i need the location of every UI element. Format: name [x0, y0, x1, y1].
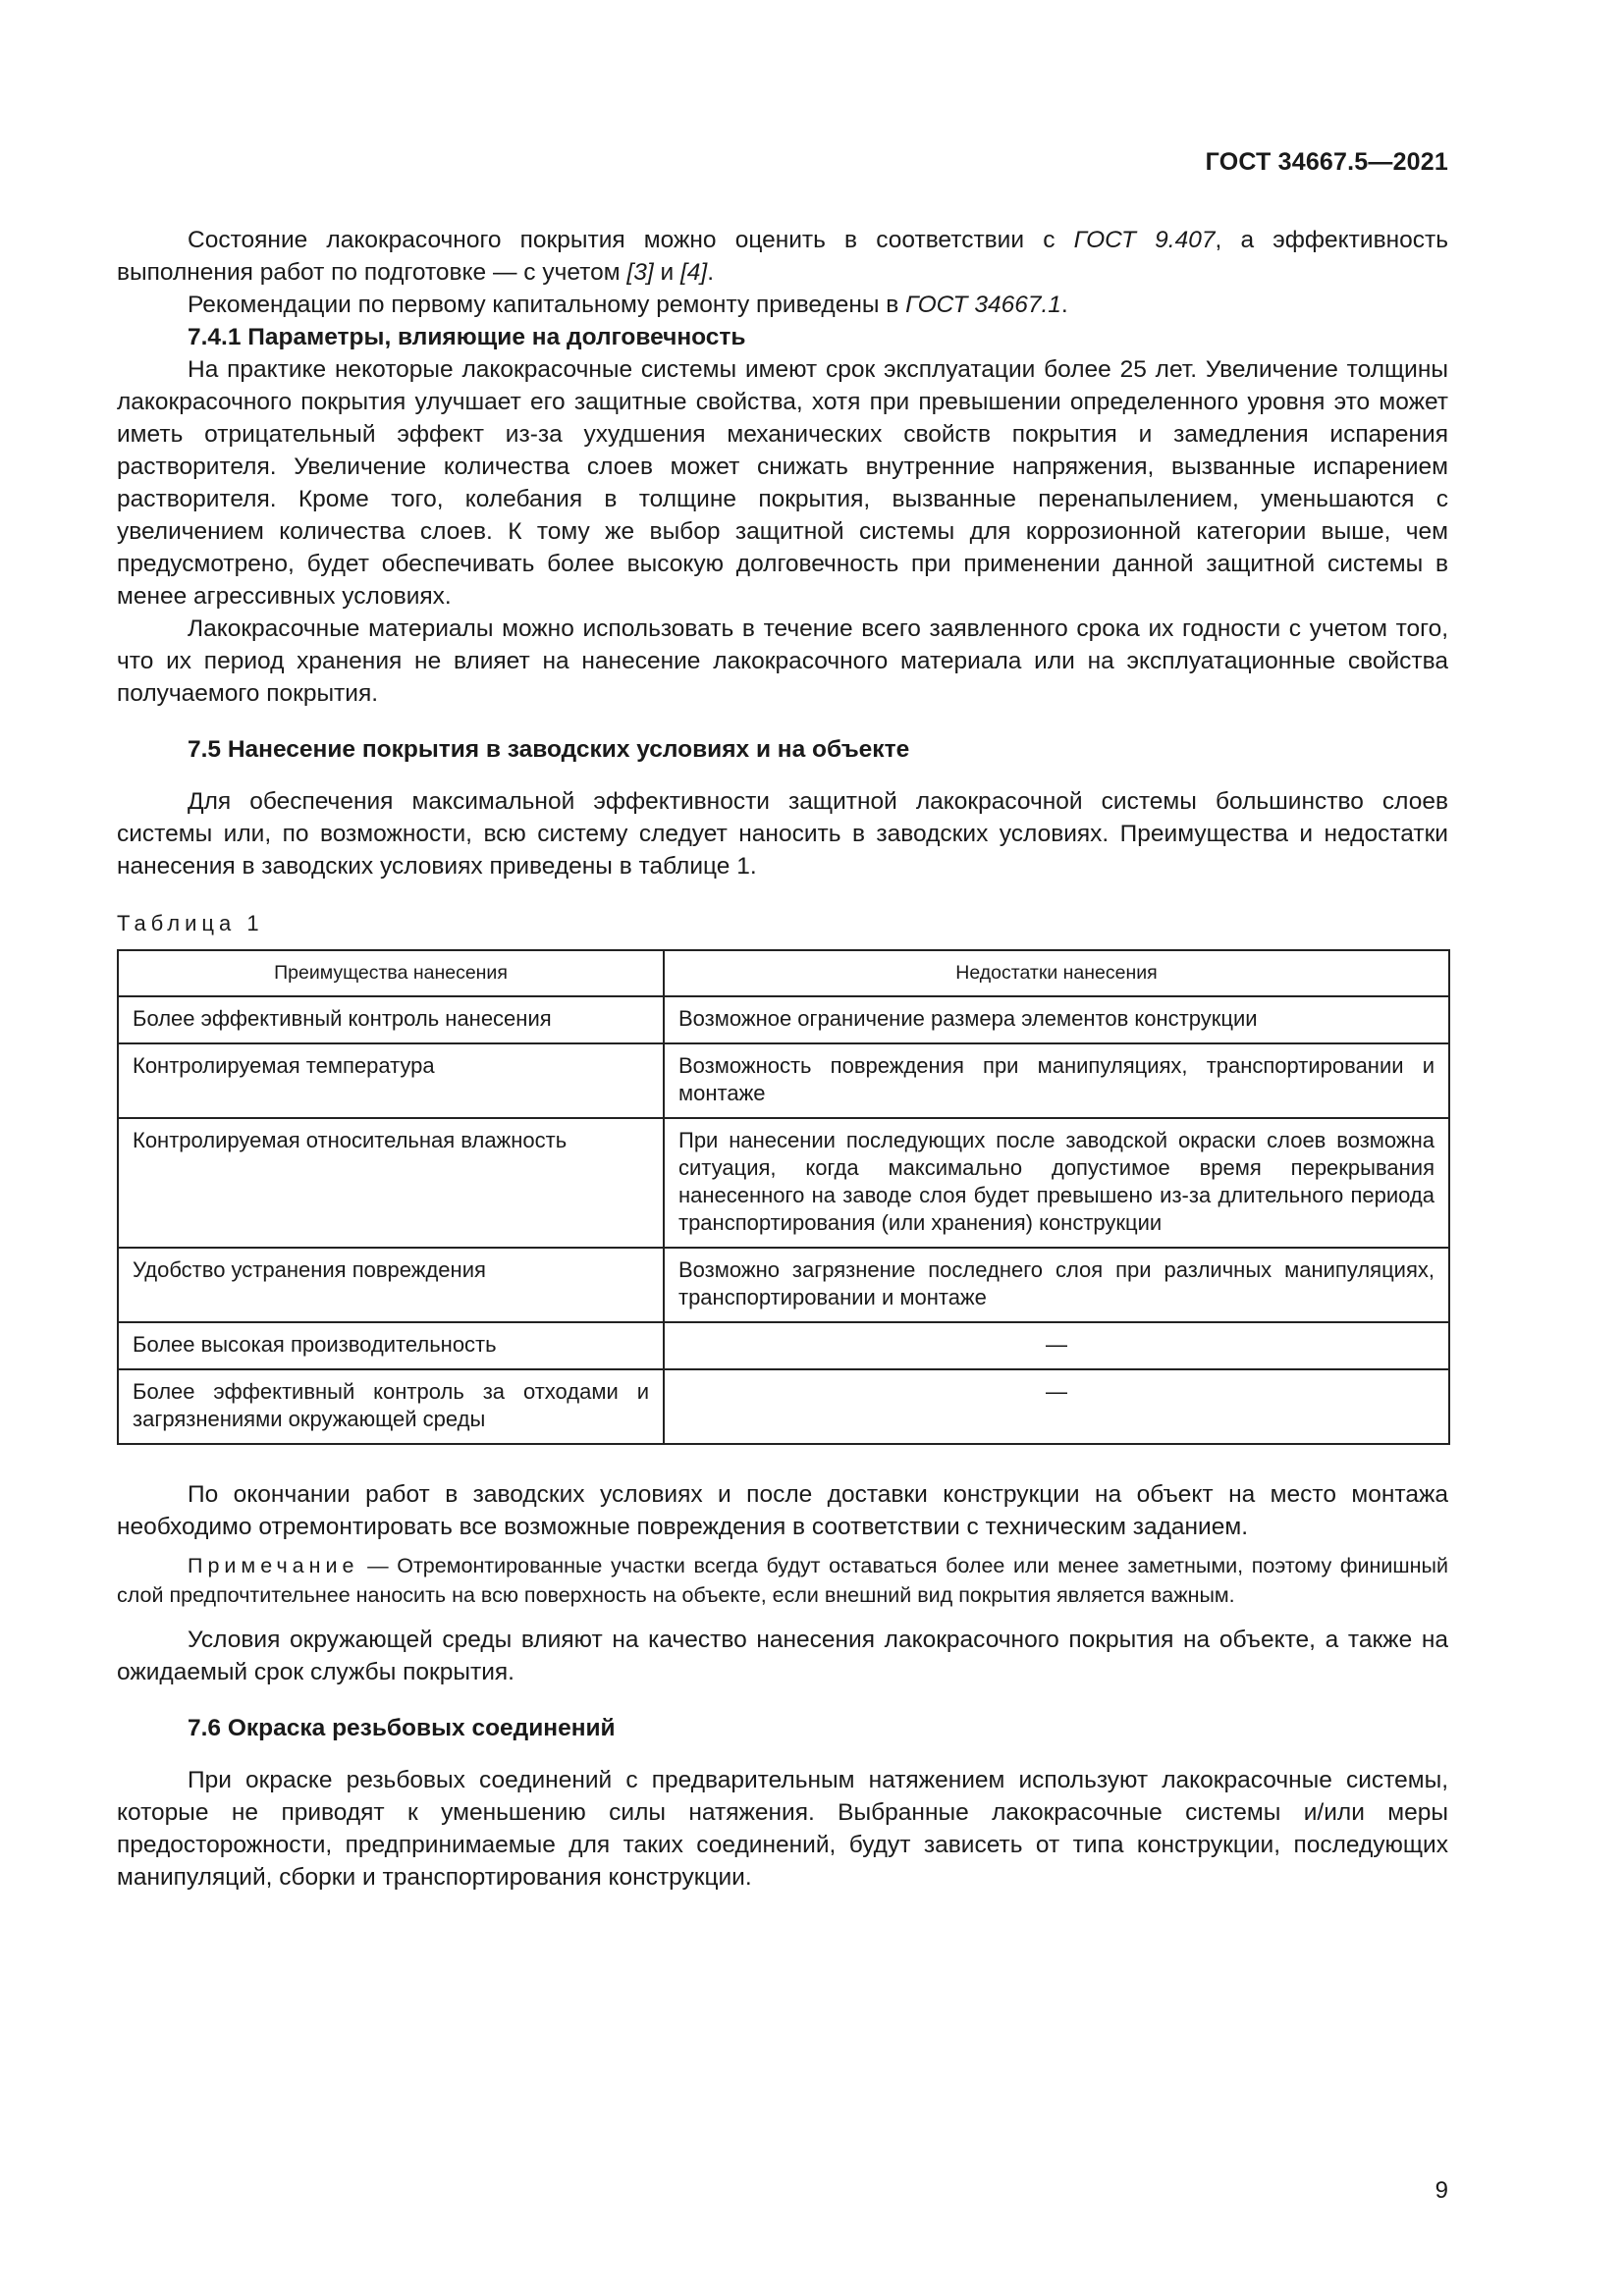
- table-cell: —: [664, 1369, 1449, 1444]
- paragraph-7-4-1-1: На практике некоторые лакокрасочные системы имеют срок эксплуатации более 25 лет. Увеличение толщины лакокрасочного покрытия улучшает его защитные свойства, хотя при превышении определенного уровня это может иметь отрицательный эффект из-за ухудшения механических свойств покрытия и замедления испарения растворителя. Увеличение количества слоев может снижать внутренние напряжения, вызванные испарением растворителя. Кроме того, колебания в толщине покрытия, вызванные перенапылением, уменьшаются с увеличением количества слоев. К тому же выбор защитной системы для коррозионной категории выше, чем предусмотрено, будет обеспечивать более высокую долговечность при применении данной защитной системы в менее агрессивных условиях.: [117, 356, 1448, 610]
- reference-4: [4]: [679, 259, 708, 286]
- table-cell: Более высокая производительность: [118, 1322, 664, 1369]
- paragraph-7-6-1: При окраске резьбовых соединений с предварительным натяжением используют лакокрасочные системы, которые не приводят к уменьшению силы натяжения. Выбранные лакокрасочные системы и/или меры предосторожности, предпринимаемые для таких соединений, будут зависеть от типа конструкции, последующих манипуляций, сборки и транспортирования конструкции.: [117, 1767, 1448, 1891]
- table-header-disadvantages: Недостатки нанесения: [664, 950, 1449, 996]
- section-heading-7-5: 7.5 Нанесение покрытия в заводских условиях и на объекте: [188, 736, 910, 763]
- reference-gost-9-407: ГОСТ 9.407: [1073, 227, 1216, 253]
- table-row: [118, 996, 1449, 1043]
- table-cell: Возможность повреждения при манипуляциях, транспортировании и монтаже: [664, 1043, 1449, 1118]
- reference-gost-34667-1: ГОСТ 34667.1: [905, 292, 1061, 318]
- table-cell: Возможное ограничение размера элементов конструкции: [664, 996, 1449, 1043]
- table-caption: Таблица 1: [117, 911, 264, 935]
- document-body: [117, 224, 1448, 1894]
- table-cell: При нанесении последующих после заводской окраски слоев возможна ситуация, когда максимально допустимое время перекрывания нанесенного на заводе слоя будет превышено из-за длительного периода транспортирования (или хранения) конструкции: [664, 1118, 1449, 1248]
- table-cell: Контролируемая температура: [118, 1043, 664, 1118]
- intro-paragraph-1: [117, 224, 1448, 289]
- table-cell: Более эффективный контроль за отходами и загрязнениями окружающей среды: [118, 1369, 664, 1444]
- table-cell: —: [664, 1322, 1449, 1369]
- table-header-advantages: Преимущества нанесения: [118, 950, 664, 996]
- table-1: [117, 949, 1450, 1445]
- subsection-heading-7-4-1: 7.4.1 Параметры, влияющие на долговечность: [188, 324, 746, 350]
- document-page: [117, 0, 1448, 2296]
- note-text: — Отремонтированные участки всегда будут оставаться более или менее заметными, поэтому финишный слой предпочтительнее наносить на всю поверхность на объекте, если внешний вид покрытия является важным.: [117, 1554, 1448, 1607]
- document-header: ГОСТ 34667.5—2021: [1205, 148, 1448, 176]
- text-span: Состояние лакокрасочного покрытия можно оценить в соответствии с: [188, 227, 1074, 253]
- text-span: и: [653, 259, 680, 286]
- table-row: [118, 1118, 1449, 1248]
- table-row: [118, 1369, 1449, 1444]
- table-cell: Удобство устранения повреждения: [118, 1248, 664, 1322]
- text-span: .: [707, 259, 715, 286]
- intro-paragraph-2: [117, 289, 1448, 321]
- paragraph-7-4-1-2: Лакокрасочные материалы можно использовать в течение всего заявленного срока их годности с учетом того, что их период хранения не влияет на нанесение лакокрасочного материала или на эксплуатационные свойства получаемого покрытия.: [117, 615, 1448, 707]
- reference-3: [3]: [626, 259, 654, 286]
- text-span: .: [1060, 292, 1068, 318]
- table-cell: Возможно загрязнение последнего слоя при различных манипуляциях, транспортировании и монтаже: [664, 1248, 1449, 1322]
- note: [117, 1551, 1448, 1610]
- table-cell: Более эффективный контроль нанесения: [118, 996, 664, 1043]
- table-header-row: [118, 950, 1449, 996]
- table-cell: Контролируемая относительная влажность: [118, 1118, 664, 1248]
- section-heading-7-6: 7.6 Окраска резьбовых соединений: [188, 1715, 616, 1741]
- paragraph-7-5-1: Для обеспечения максимальной эффективности защитной лакокрасочной системы большинство слоев системы или, по возможности, всю систему следует наносить в заводских условиях. Преимущества и недостатки нанесения в заводских условиях приведены в таблице 1.: [117, 788, 1448, 880]
- text-span: , а эффективность выполнения работ по подготовке — с учетом: [117, 227, 1448, 286]
- text-span: Рекомендации по первому капитальному ремонту приведены в: [188, 292, 906, 318]
- table-row: [118, 1322, 1449, 1369]
- paragraph-7-5-3: Условия окружающей среды влияют на качество нанесения лакокрасочного покрытия на объекте, а также на ожидаемый срок службы покрытия.: [117, 1627, 1448, 1685]
- paragraph-7-5-2: По окончании работ в заводских условиях и после доставки конструкции на объект на место монтажа необходимо отремонтировать все возможные повреждения в соответствии с техническим заданием.: [117, 1481, 1448, 1540]
- note-label: Примечание: [188, 1554, 359, 1577]
- table-row: [118, 1248, 1449, 1322]
- table-row: [118, 1043, 1449, 1118]
- page-number: 9: [1435, 2177, 1448, 2204]
